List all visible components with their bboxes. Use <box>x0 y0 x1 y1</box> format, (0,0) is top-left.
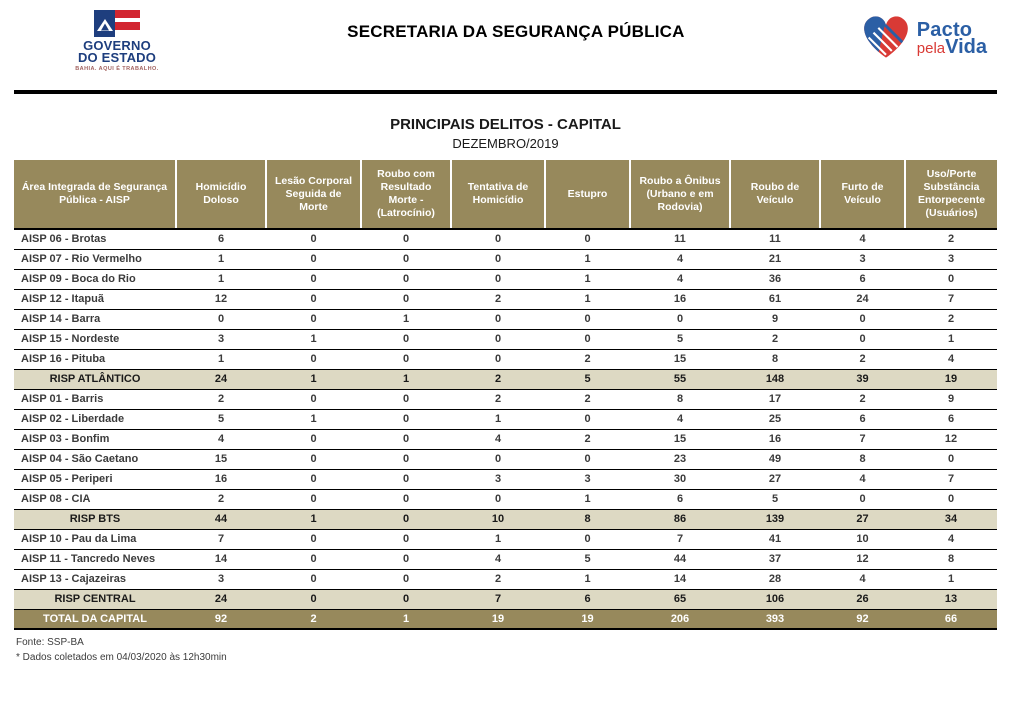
column-header: Furto de Veículo <box>820 160 905 229</box>
bahia-flag-icon <box>94 10 140 37</box>
cell-value: 0 <box>361 449 451 469</box>
row-label: AISP 05 - Periperi <box>14 469 176 489</box>
cell-value: 49 <box>730 449 820 469</box>
cell-value: 37 <box>730 549 820 569</box>
table-row <box>14 309 997 329</box>
cell-value: 0 <box>361 349 451 369</box>
cell-value: 3 <box>545 469 630 489</box>
cell-value: 2 <box>820 389 905 409</box>
row-label: AISP 03 - Bonfim <box>14 429 176 449</box>
cell-value: 19 <box>545 609 630 629</box>
cell-value: 0 <box>451 229 545 249</box>
cell-value: 0 <box>905 449 997 469</box>
cell-value: 1 <box>545 289 630 309</box>
cell-value: 0 <box>630 309 730 329</box>
source-text: Fonte: SSP-BA <box>16 637 84 648</box>
cell-value: 61 <box>730 289 820 309</box>
cell-value: 1 <box>545 489 630 509</box>
gov-logo-tagline: BAHIA. AQUI É TRABALHO. <box>75 66 159 72</box>
cell-value: 12 <box>820 549 905 569</box>
cell-value: 86 <box>630 509 730 529</box>
cell-value: 19 <box>451 609 545 629</box>
cell-value: 1 <box>266 369 361 389</box>
cell-value: 39 <box>820 369 905 389</box>
crime-statistics-table <box>14 160 997 630</box>
cell-value: 0 <box>266 229 361 249</box>
row-label: AISP 12 - Itapuã <box>14 289 176 309</box>
cell-value: 4 <box>905 529 997 549</box>
header-divider <box>14 90 997 94</box>
table-row <box>14 569 997 589</box>
cell-value: 4 <box>820 569 905 589</box>
cell-value: 1 <box>451 529 545 549</box>
column-header: Roubo a Ônibus (Urbano e em Rodovia) <box>630 160 730 229</box>
row-label: AISP 15 - Nordeste <box>14 329 176 349</box>
cell-value: 4 <box>820 229 905 249</box>
column-header: Roubo de Veículo <box>730 160 820 229</box>
cell-value: 55 <box>630 369 730 389</box>
cell-value: 5 <box>176 409 266 429</box>
cell-value: 8 <box>545 509 630 529</box>
cell-value: 24 <box>820 289 905 309</box>
cell-value: 2 <box>176 489 266 509</box>
cell-value: 11 <box>630 229 730 249</box>
cell-value: 0 <box>361 569 451 589</box>
cell-value: 27 <box>820 509 905 529</box>
table-body <box>14 229 997 629</box>
cell-value: 3 <box>176 329 266 349</box>
cell-value: 0 <box>361 529 451 549</box>
pacto-pela-vida-logo <box>860 8 987 64</box>
cell-value: 206 <box>630 609 730 629</box>
cell-value: 2 <box>820 349 905 369</box>
cell-value: 4 <box>630 269 730 289</box>
cell-value: 0 <box>266 289 361 309</box>
cell-value: 12 <box>176 289 266 309</box>
cell-value: 1 <box>545 569 630 589</box>
table-row <box>14 449 997 469</box>
cell-value: 2 <box>545 349 630 369</box>
cell-value: 4 <box>451 429 545 449</box>
cell-value: 19 <box>905 369 997 389</box>
cell-value: 1 <box>451 409 545 429</box>
table-row <box>14 489 997 509</box>
table-row <box>14 509 997 529</box>
cell-value: 6 <box>905 409 997 429</box>
cell-value: 0 <box>361 469 451 489</box>
cell-value: 44 <box>176 509 266 529</box>
cell-value: 1 <box>266 509 361 529</box>
cell-value: 0 <box>451 349 545 369</box>
cell-value: 1 <box>361 309 451 329</box>
cell-value: 8 <box>630 389 730 409</box>
cell-value: 7 <box>630 529 730 549</box>
table-row <box>14 409 997 429</box>
cell-value: 6 <box>820 409 905 429</box>
row-label: AISP 16 - Pituba <box>14 349 176 369</box>
cell-value: 5 <box>730 489 820 509</box>
table-row <box>14 349 997 369</box>
cell-value: 6 <box>545 589 630 609</box>
page-header <box>0 0 1011 72</box>
cell-value: 26 <box>820 589 905 609</box>
table-row <box>14 429 997 449</box>
cell-value: 8 <box>820 449 905 469</box>
column-header: Tentativa de Homicídio <box>451 160 545 229</box>
cell-value: 7 <box>905 469 997 489</box>
cell-value: 2 <box>905 309 997 329</box>
table-row <box>14 269 997 289</box>
row-label: RISP ATLÂNTICO <box>14 369 176 389</box>
cell-value: 0 <box>451 489 545 509</box>
cell-value: 3 <box>820 249 905 269</box>
cell-value: 44 <box>630 549 730 569</box>
table-row <box>14 529 997 549</box>
row-label: AISP 06 - Brotas <box>14 229 176 249</box>
cell-value: 148 <box>730 369 820 389</box>
cell-value: 1 <box>176 349 266 369</box>
table-row <box>14 469 997 489</box>
cell-value: 8 <box>730 349 820 369</box>
cell-value: 3 <box>905 249 997 269</box>
cell-value: 11 <box>730 229 820 249</box>
column-header: Uso/Porte Substância Entorpecente (Usuários) <box>905 160 997 229</box>
page-footer <box>16 635 997 665</box>
cell-value: 0 <box>266 469 361 489</box>
table-header-row <box>14 160 997 229</box>
row-label: AISP 04 - São Caetano <box>14 449 176 469</box>
column-header: Roubo com Resultado Morte - (Latrocínio) <box>361 160 451 229</box>
table-row <box>14 249 997 269</box>
cell-value: 0 <box>820 489 905 509</box>
cell-value: 0 <box>361 549 451 569</box>
cell-value: 6 <box>820 269 905 289</box>
pacto-logo-text: Pacto pelaVida <box>916 18 987 58</box>
cell-value: 9 <box>905 389 997 409</box>
cell-value: 0 <box>361 329 451 349</box>
row-label: AISP 01 - Barris <box>14 389 176 409</box>
cell-value: 10 <box>451 509 545 529</box>
cell-value: 10 <box>820 529 905 549</box>
table-row <box>14 389 997 409</box>
cell-value: 23 <box>630 449 730 469</box>
cell-value: 17 <box>730 389 820 409</box>
cell-value: 0 <box>905 269 997 289</box>
table-row <box>14 609 997 629</box>
cell-value: 16 <box>730 429 820 449</box>
cell-value: 92 <box>820 609 905 629</box>
cell-value: 4 <box>451 549 545 569</box>
cell-value: 1 <box>176 269 266 289</box>
cell-value: 7 <box>905 289 997 309</box>
cell-value: 2 <box>266 609 361 629</box>
cell-value: 1 <box>266 329 361 349</box>
cell-value: 8 <box>905 549 997 569</box>
cell-value: 1 <box>266 409 361 429</box>
cell-value: 0 <box>451 329 545 349</box>
cell-value: 4 <box>176 429 266 449</box>
table-row <box>14 369 997 389</box>
table-row <box>14 589 997 609</box>
cell-value: 0 <box>905 489 997 509</box>
cell-value: 4 <box>905 349 997 369</box>
cell-value: 0 <box>266 529 361 549</box>
cell-value: 5 <box>630 329 730 349</box>
cell-value: 0 <box>545 309 630 329</box>
cell-value: 393 <box>730 609 820 629</box>
cell-value: 7 <box>451 589 545 609</box>
cell-value: 21 <box>730 249 820 269</box>
heart-hands-icon <box>860 14 912 64</box>
cell-value: 2 <box>451 569 545 589</box>
cell-value: 139 <box>730 509 820 529</box>
cell-value: 9 <box>730 309 820 329</box>
row-label: AISP 09 - Boca do Rio <box>14 269 176 289</box>
cell-value: 2 <box>545 429 630 449</box>
cell-value: 0 <box>266 449 361 469</box>
cell-value: 0 <box>266 589 361 609</box>
cell-value: 30 <box>630 469 730 489</box>
table-row <box>14 289 997 309</box>
cell-value: 2 <box>451 369 545 389</box>
report-period: DEZEMBRO/2019 <box>452 136 559 151</box>
cell-value: 0 <box>266 269 361 289</box>
cell-value: 7 <box>820 429 905 449</box>
cell-value: 16 <box>630 289 730 309</box>
cell-value: 3 <box>176 569 266 589</box>
cell-value: 12 <box>905 429 997 449</box>
cell-value: 106 <box>730 589 820 609</box>
cell-value: 15 <box>176 449 266 469</box>
cell-value: 41 <box>730 529 820 549</box>
cell-value: 2 <box>905 229 997 249</box>
table-row <box>14 329 997 349</box>
cell-value: 0 <box>176 309 266 329</box>
cell-value: 1 <box>905 569 997 589</box>
cell-value: 0 <box>361 429 451 449</box>
cell-value: 0 <box>361 249 451 269</box>
cell-value: 28 <box>730 569 820 589</box>
cell-value: 34 <box>905 509 997 529</box>
cell-value: 0 <box>451 449 545 469</box>
cell-value: 13 <box>905 589 997 609</box>
report-title: PRINCIPAIS DELITOS - CAPITAL <box>390 116 621 133</box>
cell-value: 5 <box>545 369 630 389</box>
cell-value: 4 <box>820 469 905 489</box>
column-header: Lesão Corporal Seguida de Morte <box>266 160 361 229</box>
cell-value: 2 <box>176 389 266 409</box>
cell-value: 1 <box>545 249 630 269</box>
cell-value: 14 <box>630 569 730 589</box>
cell-value: 14 <box>176 549 266 569</box>
cell-value: 0 <box>266 389 361 409</box>
row-label: AISP 10 - Pau da Lima <box>14 529 176 549</box>
cell-value: 1 <box>176 249 266 269</box>
cell-value: 7 <box>176 529 266 549</box>
row-label: RISP BTS <box>14 509 176 529</box>
cell-value: 1 <box>361 369 451 389</box>
cell-value: 1 <box>905 329 997 349</box>
cell-value: 0 <box>361 409 451 429</box>
cell-value: 66 <box>905 609 997 629</box>
cell-value: 2 <box>545 389 630 409</box>
cell-value: 92 <box>176 609 266 629</box>
column-header: Área Integrada de Segurança Pública - AISP <box>14 160 176 229</box>
row-label: AISP 13 - Cajazeiras <box>14 569 176 589</box>
cell-value: 0 <box>545 449 630 469</box>
cell-value: 6 <box>630 489 730 509</box>
cell-value: 0 <box>545 409 630 429</box>
page-title: SECRETARIA DA SEGURANÇA PÚBLICA <box>347 22 685 41</box>
cell-value: 1 <box>361 609 451 629</box>
column-header: Estupro <box>545 160 630 229</box>
cell-value: 3 <box>451 469 545 489</box>
cell-value: 0 <box>266 569 361 589</box>
cell-value: 0 <box>545 329 630 349</box>
cell-value: 5 <box>545 549 630 569</box>
governo-do-estado-logo <box>62 8 172 72</box>
cell-value: 0 <box>545 529 630 549</box>
cell-value: 15 <box>630 429 730 449</box>
cell-value: 27 <box>730 469 820 489</box>
cell-value: 2 <box>451 289 545 309</box>
table-row <box>14 549 997 569</box>
cell-value: 6 <box>176 229 266 249</box>
cell-value: 24 <box>176 589 266 609</box>
row-label: AISP 08 - CIA <box>14 489 176 509</box>
cell-value: 0 <box>266 489 361 509</box>
cell-value: 0 <box>266 549 361 569</box>
cell-value: 0 <box>361 389 451 409</box>
cell-value: 2 <box>730 329 820 349</box>
cell-value: 0 <box>451 309 545 329</box>
cell-value: 0 <box>361 489 451 509</box>
row-label: AISP 02 - Liberdade <box>14 409 176 429</box>
cell-value: 24 <box>176 369 266 389</box>
cell-value: 4 <box>630 409 730 429</box>
cell-value: 4 <box>630 249 730 269</box>
cell-value: 0 <box>820 329 905 349</box>
cell-value: 0 <box>361 589 451 609</box>
row-label: TOTAL DA CAPITAL <box>14 609 176 629</box>
row-label: AISP 07 - Rio Vermelho <box>14 249 176 269</box>
note-text: * Dados coletados em 04/03/2020 às 12h30min <box>16 652 227 663</box>
row-label: AISP 14 - Barra <box>14 309 176 329</box>
cell-value: 65 <box>630 589 730 609</box>
cell-value: 16 <box>176 469 266 489</box>
column-header: Homicídio Doloso <box>176 160 266 229</box>
cell-value: 0 <box>820 309 905 329</box>
cell-value: 1 <box>545 269 630 289</box>
cell-value: 0 <box>266 249 361 269</box>
cell-value: 0 <box>266 309 361 329</box>
cell-value: 0 <box>451 249 545 269</box>
row-label: RISP CENTRAL <box>14 589 176 609</box>
cell-value: 0 <box>545 229 630 249</box>
cell-value: 2 <box>451 389 545 409</box>
cell-value: 0 <box>266 349 361 369</box>
gov-logo-text: GOVERNO DO ESTADO <box>77 38 157 65</box>
cell-value: 36 <box>730 269 820 289</box>
cell-value: 0 <box>361 509 451 529</box>
cell-value: 0 <box>361 269 451 289</box>
cell-value: 0 <box>451 269 545 289</box>
row-label: AISP 11 - Tancredo Neves <box>14 549 176 569</box>
cell-value: 0 <box>361 289 451 309</box>
cell-value: 15 <box>630 349 730 369</box>
table-row <box>14 229 997 249</box>
cell-value: 0 <box>266 429 361 449</box>
cell-value: 25 <box>730 409 820 429</box>
cell-value: 0 <box>361 229 451 249</box>
